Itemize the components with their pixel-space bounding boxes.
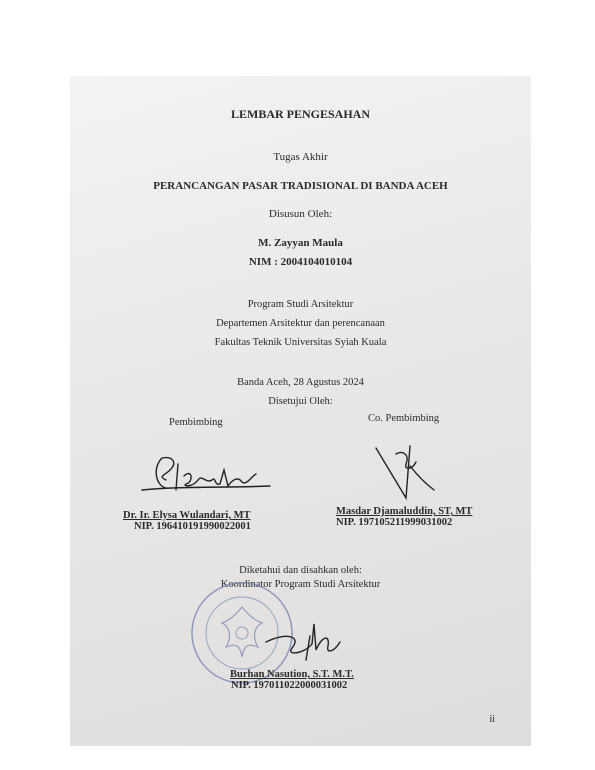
place-date: Banda Aceh, 28 Agustus 2024	[237, 377, 364, 388]
advisor-block	[123, 510, 251, 532]
document-type: Tugas Akhir	[273, 151, 328, 163]
co-advisor-name: Masdar Djamaluddin, ST, MT	[336, 506, 473, 517]
document-page	[70, 76, 531, 746]
coordinator-nip: NIP. 197011022000031002	[231, 680, 348, 691]
co-advisor-signature	[366, 440, 446, 506]
co-advisor-nip: NIP. 197105211999031002	[336, 517, 453, 528]
advisor-signature	[122, 446, 282, 506]
page-number: ii	[489, 714, 495, 725]
approved-by-label: Disetujui Oleh:	[268, 396, 333, 407]
author-nim: NIM : 2004104010104	[248, 256, 353, 268]
page-heading: LEMBAR PENGESAHAN	[230, 107, 370, 121]
study-program: Program Studi Arsitektur	[247, 299, 354, 310]
thesis-title: PERANCANGAN PASAR TRADISIONAL DI BANDA ACEH	[153, 180, 448, 192]
prepared-by-label: Disusun Oleh:	[268, 208, 333, 220]
coordinator-signature	[256, 606, 356, 666]
co-advisor-role: Co. Pembimbing	[368, 413, 440, 424]
co-advisor-block	[336, 506, 472, 528]
faculty: Fakultas Teknik Universitas Syiah Kuala	[214, 337, 387, 348]
coordinator-role: Koordinator Program Studi Arsitektur	[220, 579, 381, 590]
department: Departemen Arsitektur dan perencanaan	[216, 318, 385, 329]
coordinator-name: Burhan Nasution, S.T. M.T.	[230, 669, 354, 680]
acknowledged-label: Diketahui dan disahkan oleh:	[239, 565, 362, 576]
author-name: M. Zayyan Maula	[258, 237, 343, 249]
advisor-name: Dr. Ir. Elysa Wulandari, MT	[123, 510, 251, 521]
advisor-role: Pembimbing	[169, 417, 223, 428]
advisor-nip: NIP. 196410191990022001	[134, 521, 251, 532]
coordinator-block	[230, 669, 354, 691]
